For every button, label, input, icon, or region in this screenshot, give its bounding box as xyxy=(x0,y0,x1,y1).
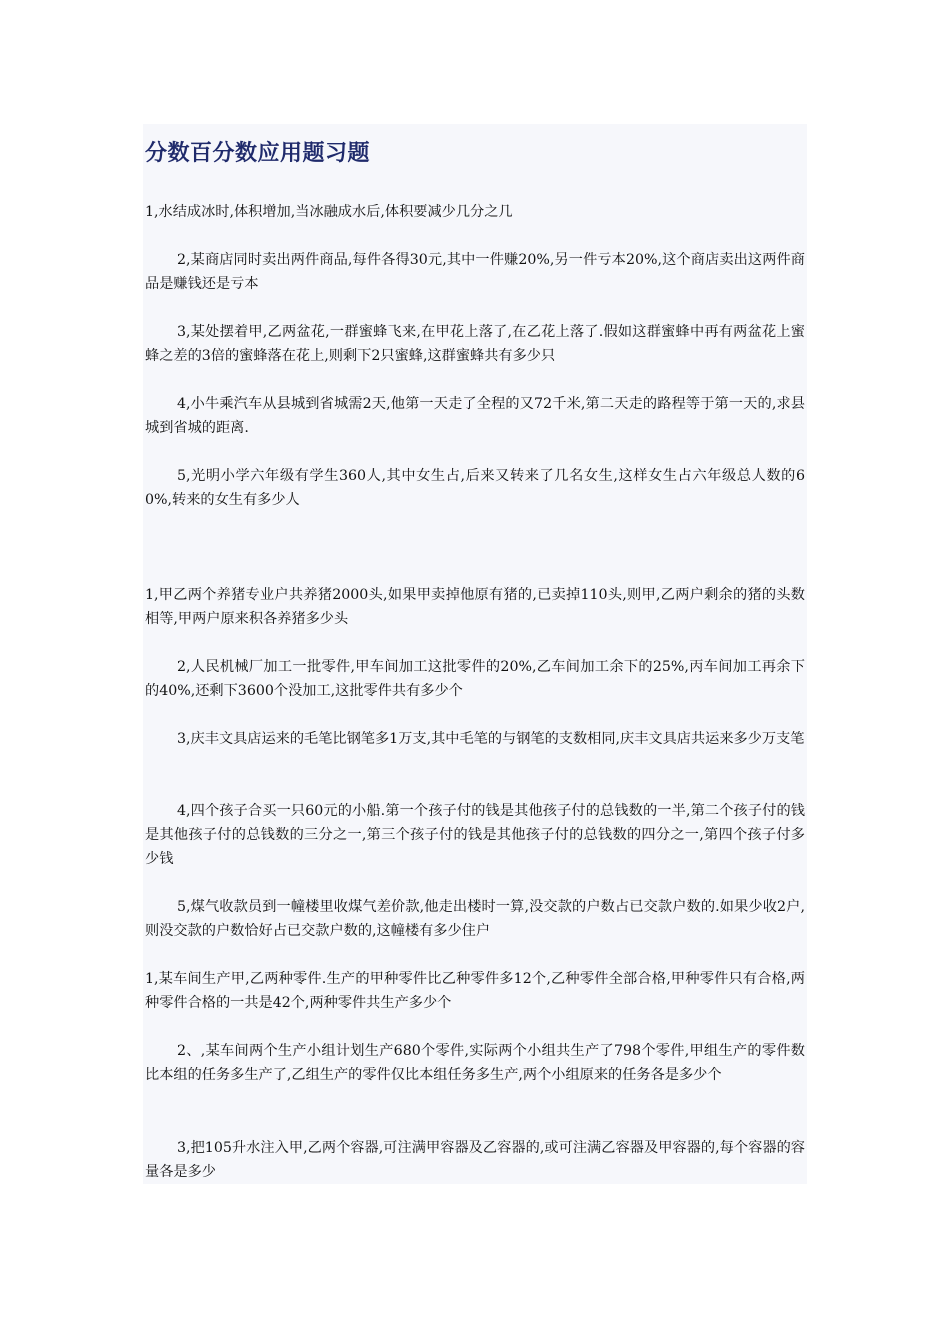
problem-paragraph: 3,把105升水注入甲,乙两个容器,可注满甲容器及乙容器的,或可注满乙容器及甲容器的,每个容器的容量各是多少 xyxy=(145,1140,805,1180)
problem-paragraph: 1,甲乙两个养猪专业户共养猪2000头,如果甲卖掉他原有猪的,已卖掉110头,则甲,乙两户剩余的猪的头数相等,甲两户原来积各养猪多少头 xyxy=(145,587,805,627)
problem-paragraph: 3,某处摆着甲,乙两盆花,一群蜜蜂飞来,在甲花上落了,在乙花上落了.假如这群蜜蜂中再有两盆花上蜜蜂之差的3倍的蜜蜂落在花上,则剩下2只蜜蜂,这群蜜蜂共有多少只 xyxy=(145,324,805,364)
problem-paragraph: 5,光明小学六年级有学生360人,其中女生占,后来又转来了几名女生,这样女生占六年级总人数的60%,转来的女生有多少人 xyxy=(145,468,805,508)
page-title: 分数百分数应用题习题 xyxy=(145,141,371,166)
problem-paragraph: 2,人民机械厂加工一批零件,甲车间加工这批零件的20%,乙车间加工余下的25%,丙车间加工再余下的40%,还剩下3600个没加工,这批零件共有多少个 xyxy=(145,659,805,699)
problem-paragraph: 2、,某车间两个生产小组计划生产680个零件,实际两个小组共生产了798个零件,甲组生产的零件数比本组的任务多生产了,乙组生产的零件仅比本组任务多生产,两个小组原来的任务各是多少个 xyxy=(145,1043,805,1083)
problem-paragraph: 3,庆丰文具店运来的毛笔比钢笔多1万支,其中毛笔的与钢笔的支数相同,庆丰文具店共运来多少万支笔 xyxy=(177,731,805,747)
problem-paragraph: 5,煤气收款员到一幢楼里收煤气差价款,他走出楼时一算,没交款的户数占已交款户数的.如果少收2户,则没交款的户数恰好占已交款户数的,这幢楼有多少住户 xyxy=(145,899,805,939)
problem-paragraph: 2,某商店同时卖出两件商品,每件各得30元,其中一件赚20%,另一件亏本20%,这个商店卖出这两件商品是赚钱还是亏本 xyxy=(145,252,805,292)
problem-paragraph: 1,某车间生产甲,乙两种零件.生产的甲种零件比乙种零件多12个,乙种零件全部合格,甲种零件只有合格,两种零件合格的一共是42个,两种零件共生产多少个 xyxy=(145,971,805,1011)
problem-paragraph: 4,小牛乘汽车从县城到省城需2天,他第一天走了全程的又72千米,第二天走的路程等于第一天的,求县城到省城的距离. xyxy=(145,396,805,436)
problem-paragraph: 1,水结成冰时,体积增加,当冰融成水后,体积要减少几分之几 xyxy=(145,204,513,220)
problem-paragraph: 4,四个孩子合买一只60元的小船.第一个孩子付的钱是其他孩子付的总钱数的一半,第二个孩子付的钱是其他孩子付的总钱数的三分之一,第三个孩子付的钱是其他孩子付的总钱数的四分之一,第四个孩子付多少钱 xyxy=(145,803,805,867)
